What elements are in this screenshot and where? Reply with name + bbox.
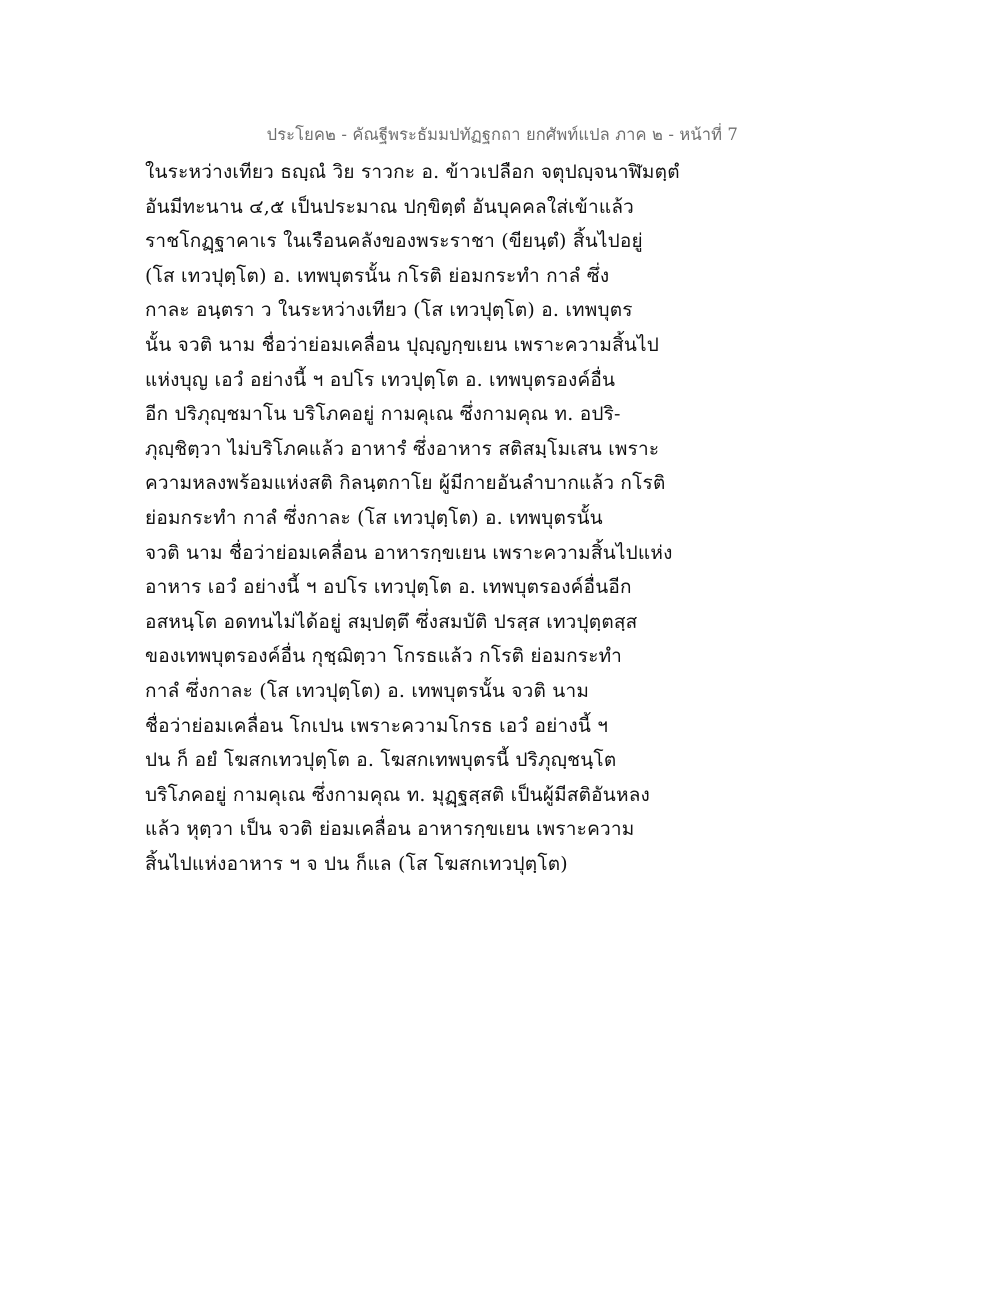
- text-line: ราชโกฏฺฐาคาเร ในเรือนคลังของพระราชา (ขียนฺตํ) สิ้นไปอยู่: [145, 230, 643, 253]
- text-line: ความหลงพร้อมแห่งสติ กิลนฺตกาโย ผู้มีกายอันลำบากแล้ว กโรติ: [145, 472, 666, 495]
- text-line: กาละ อนฺตรา ว ในระหว่างเทียว (โส เทวปุตฺโต) อ. เทพบุตร: [145, 299, 633, 322]
- text-line: ภุญฺชิตฺวา ไม่บริโภคแล้ว อาหารํ ซึ่งอาหาร สติสมฺโมเสน เพราะ: [145, 437, 660, 460]
- page-header: ประโยค๒ - คัณฐีพระธัมมปทัฏฐกถา ยกศัพท์แปล ภาค ๒ - หน้าที่ 7: [266, 125, 738, 144]
- text-line: อีก ปริภุญฺชมาโน บริโภคอยู่ กามคุเณ ซึ่งกามคุณ ท. อปริ-: [145, 403, 621, 426]
- text-line: ของเทพบุตรองค์อื่น กุชฺฌิตฺวา โกรธแล้ว กโรติ ย่อมกระทำ: [145, 645, 622, 668]
- text-line: ในระหว่างเทียว ธญฺณํ วิย ราวกะ อ. ข้าวเปลือก จตุปญฺจนาฬิมตฺตํ: [145, 161, 680, 183]
- text-line: แล้ว หุตฺวา เป็น จวติ ย่อมเคลื่อน อาหารกฺขเยน เพราะความ: [145, 818, 635, 841]
- text-line: จวติ นาม ชื่อว่าย่อมเคลื่อน อาหารกฺขเยน เพราะความสิ้นไปแห่ง: [145, 541, 673, 564]
- text-line: แห่งบุญ เอวํ อย่างนี้ ฯ อปโร เทวปุตฺโต อ. เทพบุตรองค์อื่น: [145, 368, 616, 391]
- text-line: นั้น จวติ นาม ชื่อว่าย่อมเคลื่อน ปุญฺญกฺขเยน เพราะความสิ้นไป: [145, 333, 660, 356]
- text-line: (โส เทวปุตฺโต) อ. เทพบุตรนั้น กโรติ ย่อมกระทำ กาลํ ซึ่ง: [145, 264, 610, 287]
- text-line: กาลํ ซึ่งกาละ (โส เทวปุตฺโต) อ. เทพบุตรนั้น จวติ นาม: [145, 679, 590, 702]
- text-line: อสหนฺโต อดทนไม่ได้อยู่ สมฺปตฺตึ ซึ่งสมบัติ ปรสฺส เทวปุตฺตสฺส: [145, 610, 638, 633]
- text-line: ย่อมกระทำ กาลํ ซึ่งกาละ (โส เทวปุตฺโต) อ. เทพบุตรนั้น: [145, 506, 603, 529]
- text-line: บริโภคอยู่ กามคุเณ ซึ่งกามคุณ ท. มุฏฺฐสฺสติ เป็นผู้มีสติอันหลง: [145, 783, 651, 806]
- text-line: อาหาร เอวํ อย่างนี้ ฯ อปโร เทวปุตฺโต อ. เทพบุตรองค์อื่นอีก: [145, 576, 632, 599]
- body-text: [145, 155, 865, 881]
- text-line: ปน ก็ อยํ โฆสกเทวปุตฺโต อ. โฆสกเทพบุตรนี้ ปริภุญฺชนฺโต: [145, 749, 617, 772]
- text-line: ชื่อว่าย่อมเคลื่อน โกเปน เพราะความโกรธ เอวํ อย่างนี้ ฯ: [145, 714, 609, 737]
- text-line: อันมีทะนาน ๔,๕ เป็นประมาณ ปกฺขิตฺตํ อันบุคคลใส่เข้าแล้ว: [145, 195, 635, 218]
- text-line: สิ้นไปแห่งอาหาร ฯ จ ปน ก็แล (โส โฆสกเทวปุตฺโต): [145, 852, 568, 875]
